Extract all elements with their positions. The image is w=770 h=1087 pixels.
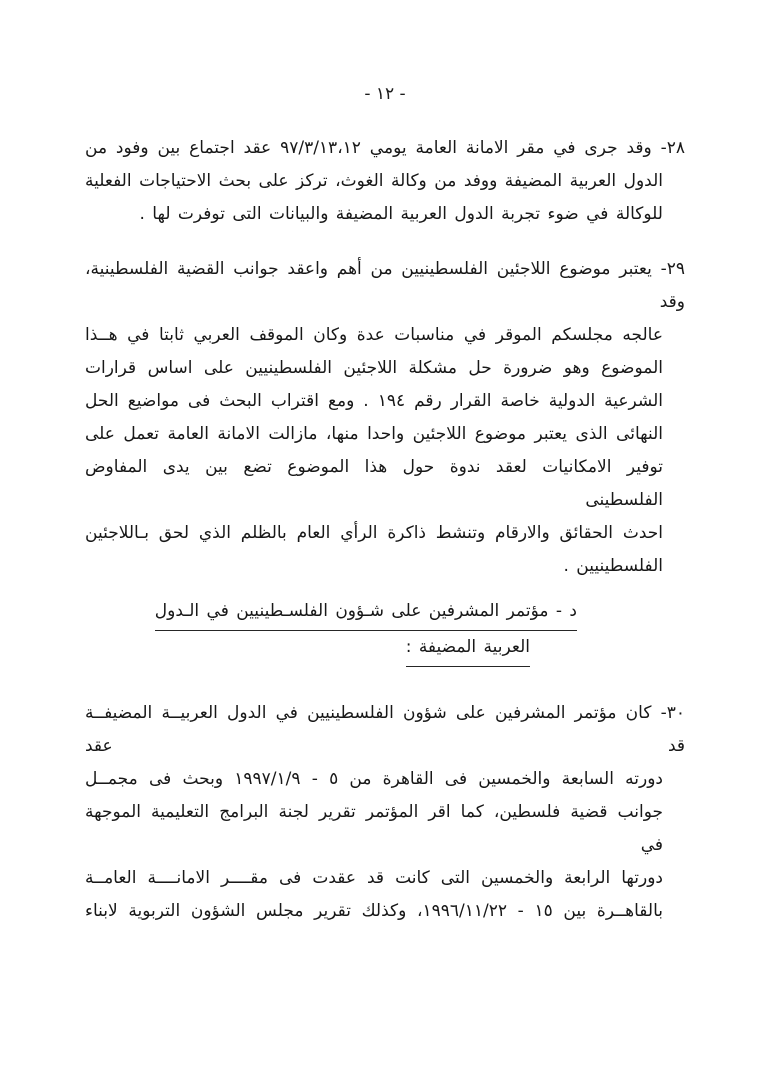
text-line: عالجه مجلسكم الموقر في مناسبات عدة وكان الموقف العربي ثابتا في هــذا bbox=[85, 325, 663, 345]
text-line: دورته السابعة والخمسين فى القاهرة من ٥ - ١٩٩٧/١/٩ وبحث فى مجمــل bbox=[85, 769, 663, 789]
text-line: الفلسطينيين . bbox=[563, 556, 663, 576]
section-heading-d bbox=[85, 595, 577, 667]
text-line: الشرعية الدولية خاصة القرار رقم ١٩٤ . ومع اقتراب البحث فى مواضيع الحل bbox=[85, 391, 663, 411]
text-line: للوكالة في ضوء تجربة الدول العربية المضيفة والبيانات التى توفرت لها . bbox=[139, 204, 663, 224]
text-line: ٢٩- يعتبر موضوع اللاجئين الفلسطينيين من أهم واعقد جوانب القضية الفلسطينية، وقد bbox=[85, 259, 685, 312]
text-line: توفير الامكانيات لعقد ندوة حول هذا الموضوع تضع بين يدى المفاوض الفلسطينى bbox=[85, 457, 663, 510]
text-line: الموضوع وهو ضرورة حل مشكلة اللاجئين الفلسطينيين على اساس قرارات bbox=[85, 358, 663, 378]
page-number: - ١٢ - bbox=[364, 84, 406, 104]
section-heading-line-1-text: د - مؤتمر المشرفين على شـؤون الفلسـطينيين في الـدول bbox=[155, 595, 577, 631]
text-line: احدث الحقائق والارقام وتنشط ذاكرة الرأي العام بالظلم الذي لحق بـاللاجئين bbox=[85, 523, 663, 543]
section-heading-line-2 bbox=[85, 631, 530, 667]
section-heading-line-2-text: العربية المضيفة : bbox=[406, 631, 530, 667]
text-column bbox=[85, 84, 685, 928]
text-line: النهائى الذى يعتبر موضوع اللاجئين واحدا منها، مازالت الامانة العامة تعمل على bbox=[85, 424, 663, 444]
section-heading-line-1 bbox=[85, 595, 577, 631]
paragraph-28 bbox=[85, 132, 685, 231]
paragraph-29 bbox=[85, 253, 685, 583]
text-line: دورتها الرابعة والخمسين التى كانت قد عقدت فى مقــــر الامانــــة العامــة bbox=[85, 868, 663, 888]
text-line: جوانب قضية فلسطين، كما اقر المؤتمر تقرير لجنة البرامج التعليمية الموجهة في bbox=[85, 802, 663, 855]
text-line: ٢٨- وقد جرى في مقر الامانة العامة يومي ٩٧/٣/١٣،١٢ عقد اجتماع بين وفود من bbox=[85, 138, 685, 158]
text-line: بالقاهــرة بين ١٥ - ١٩٩٦/١١/٢٢، وكذلك تقرير مجلس الشؤون التربوية لابناء bbox=[85, 901, 663, 921]
paragraph-30 bbox=[85, 697, 685, 928]
text-line: ٣٠- كان مؤتمر المشرفين على شؤون الفلسطينيين في الدول العربيــة المضيفــة قد عقد bbox=[85, 703, 685, 756]
text-line: الدول العربية المضيفة ووفد من وكالة الغوث، تركز على بحث الاحتياجات الفعلية bbox=[85, 171, 663, 191]
